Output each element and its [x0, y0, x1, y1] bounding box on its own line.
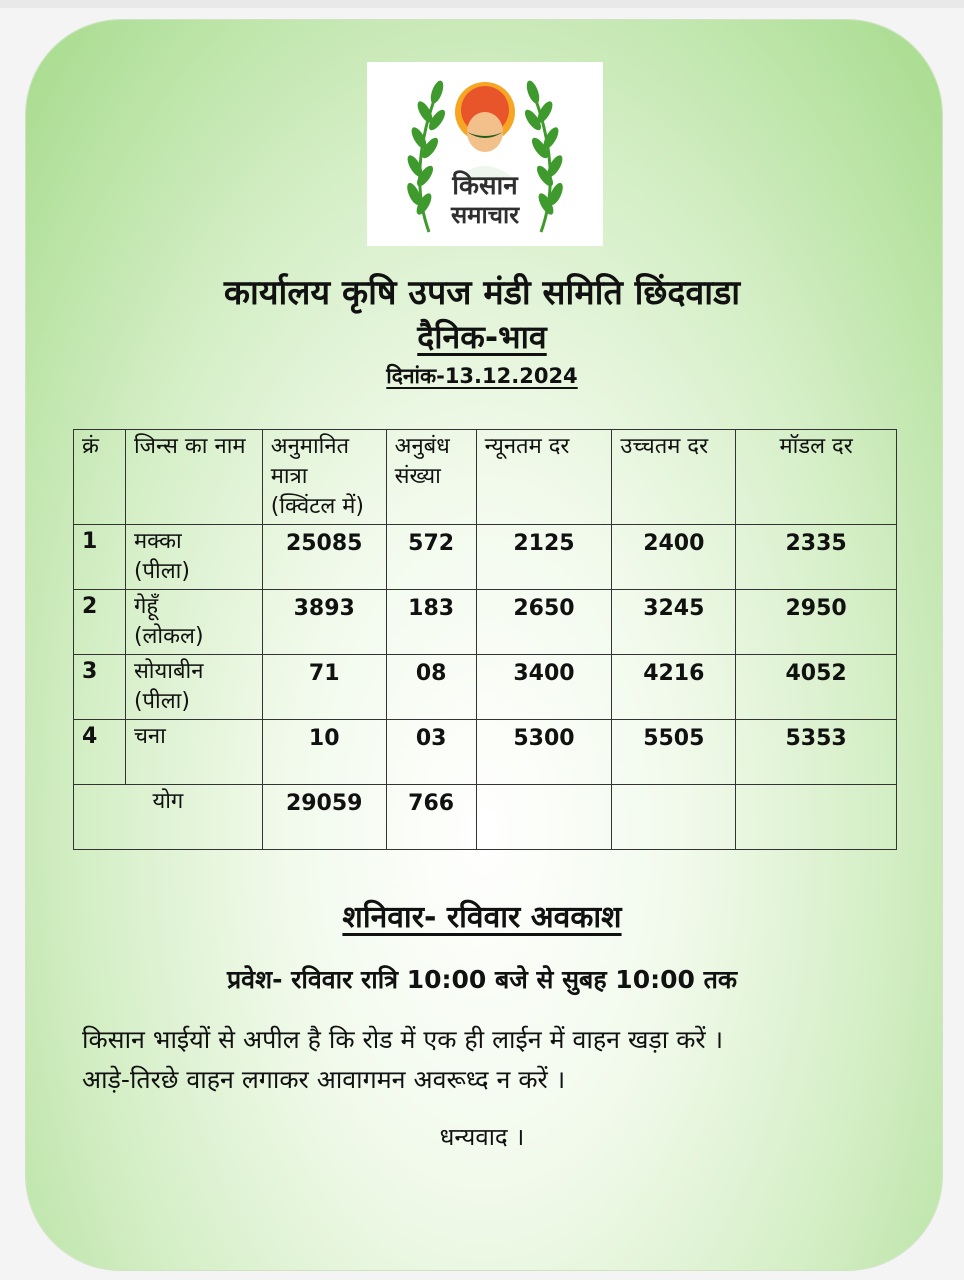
- crop-name: सोयाबीन: [133, 659, 204, 684]
- crop-variety: (पीला): [133, 559, 190, 584]
- col-header-sn: क्रं: [74, 430, 126, 525]
- cell-quantity: 3893: [262, 590, 386, 655]
- total-empty-cell: [476, 785, 612, 850]
- top-strip: [0, 0, 964, 8]
- crop-name: मक्का: [133, 529, 182, 554]
- table-total-row: [74, 785, 897, 850]
- cell-sn: 3: [74, 655, 126, 720]
- cell-crop: [125, 590, 262, 655]
- cell-min-rate: 3400: [476, 655, 612, 720]
- table-row: [74, 655, 897, 720]
- cell-contracts: 08: [386, 655, 476, 720]
- table-row: [74, 720, 897, 785]
- total-contracts: 766: [386, 785, 476, 850]
- cell-sn: 1: [74, 525, 126, 590]
- table-row: [74, 590, 897, 655]
- appeal-text: [82, 1020, 902, 1100]
- cell-max-rate: 2400: [612, 525, 736, 590]
- cell-crop: [125, 655, 262, 720]
- kisan-samachar-logo: [367, 62, 603, 246]
- entry-timing: प्रवेश- रविवार रात्रि 10:00 बजे से सुबह 10:00 तक: [226, 965, 738, 994]
- cell-min-rate: 2650: [476, 590, 612, 655]
- cell-modal-rate: 2950: [736, 590, 897, 655]
- cell-modal-rate: 4052: [736, 655, 897, 720]
- total-label: योग: [74, 785, 263, 850]
- crop-name: गेहूँ: [133, 594, 159, 619]
- cell-quantity: 25085: [262, 525, 386, 590]
- daily-rates-heading: दैनिक-भाव: [417, 318, 547, 356]
- cell-modal-rate: 5353: [736, 720, 897, 785]
- cell-crop: [125, 525, 262, 590]
- table-header-row: [74, 430, 897, 525]
- col-header-min-rate: न्यूनतम दर: [476, 430, 612, 525]
- cell-contracts: 183: [386, 590, 476, 655]
- col-header-modal-rate: मॉडल दर: [736, 430, 897, 525]
- crop-name: चना: [133, 724, 166, 749]
- cell-contracts: 572: [386, 525, 476, 590]
- col-header-contracts: अनुबंध संख्या: [386, 430, 476, 525]
- cell-max-rate: 3245: [612, 590, 736, 655]
- cell-contracts: 03: [386, 720, 476, 785]
- cell-quantity: 71: [262, 655, 386, 720]
- cell-quantity: 10: [262, 720, 386, 785]
- total-empty-cell: [736, 785, 897, 850]
- cell-max-rate: 4216: [612, 655, 736, 720]
- col-header-max-rate: उच्चतम दर: [612, 430, 736, 525]
- total-empty-cell: [612, 785, 736, 850]
- col-header-quantity: अनुमानित मात्रा (क्विंटल में): [262, 430, 386, 525]
- total-quantity: 29059: [262, 785, 386, 850]
- crop-variety: (पीला): [133, 689, 190, 714]
- cell-min-rate: 2125: [476, 525, 612, 590]
- thanks-text: धन्यवाद ।: [439, 1123, 525, 1151]
- date-label: दिनांक-13.12.2024: [386, 364, 578, 388]
- holiday-heading: शनिवार- रविवार अवकाश: [342, 900, 622, 935]
- rates-table: [73, 429, 897, 850]
- col-header-crop: जिन्स का नाम: [125, 430, 262, 525]
- cell-sn: 2: [74, 590, 126, 655]
- cell-modal-rate: 2335: [736, 525, 897, 590]
- logo-text-line1: किसान: [452, 171, 518, 201]
- appeal-line-2: आड़े-तिरछे वाहन लगाकर आवागमन अवरूध्द न करें ।: [82, 1065, 566, 1094]
- crop-variety: (लोकल): [133, 624, 204, 649]
- table-row: [74, 525, 897, 590]
- office-title: कार्यालय कृषि उपज मंडी समिति छिंदवाडा: [223, 273, 741, 313]
- cell-max-rate: 5505: [612, 720, 736, 785]
- cell-min-rate: 5300: [476, 720, 612, 785]
- cell-crop: [125, 720, 262, 785]
- logo-text-line2: समाचार: [450, 201, 520, 229]
- appeal-line-1: किसान भाईयों से अपील है कि रोड में एक ही लाईन में वाहन खड़ा करें ।: [82, 1025, 724, 1054]
- cell-sn: 4: [74, 720, 126, 785]
